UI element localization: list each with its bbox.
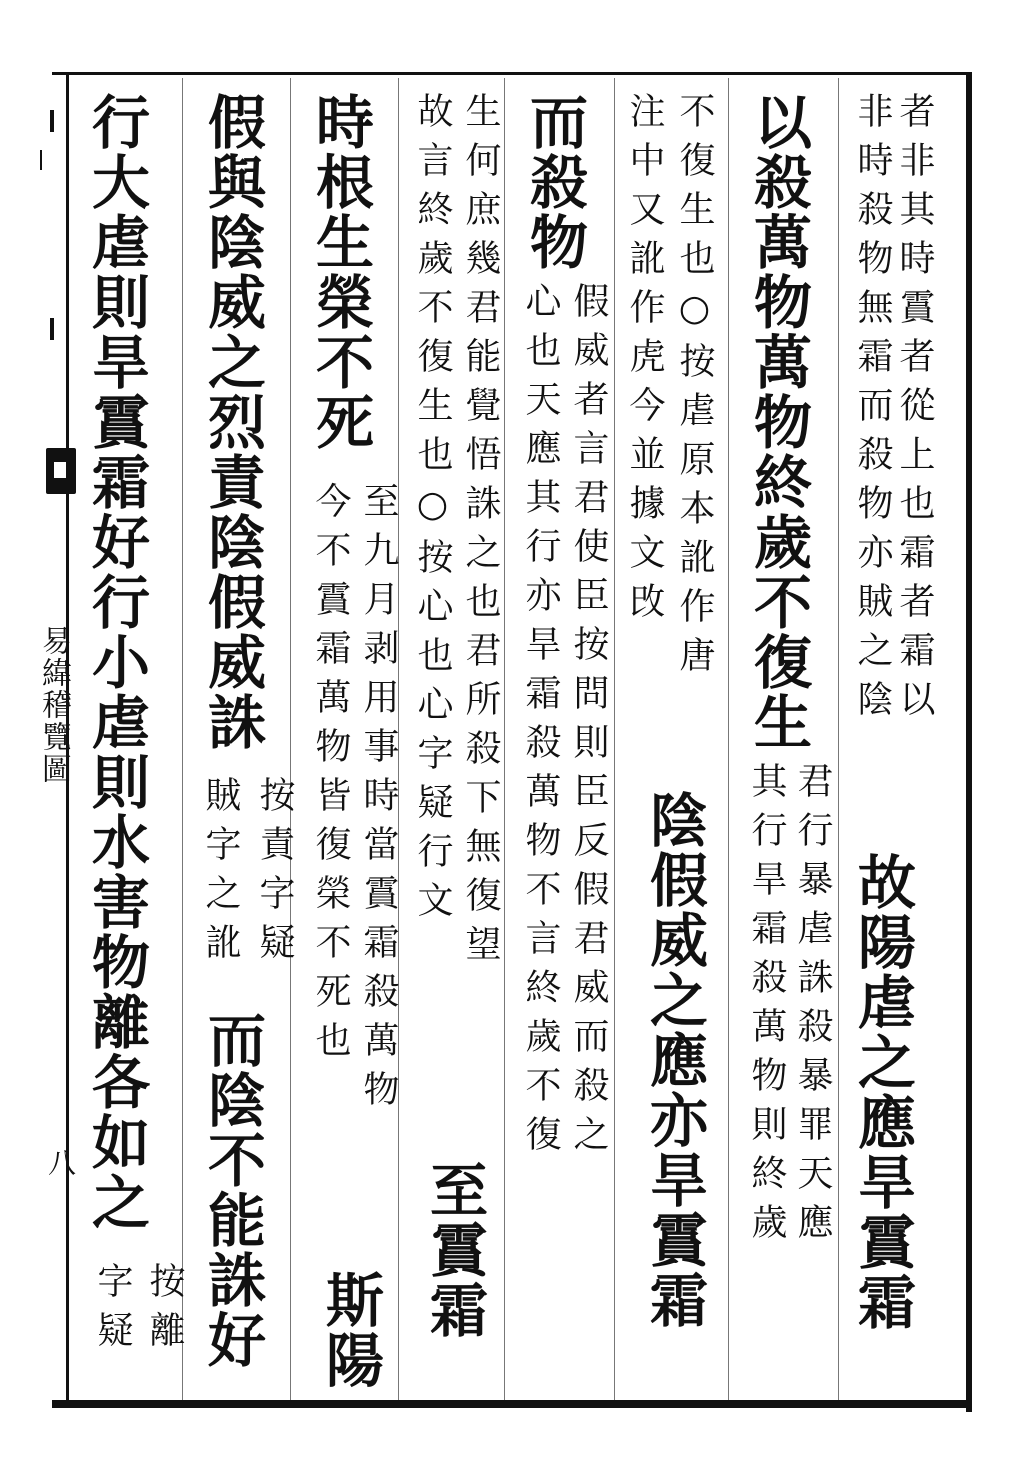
commentary-line: 故言終歲不復生也○按心也心字疑行文 (412, 92, 453, 930)
page-number: 八 (44, 1148, 77, 1176)
commentary-line: 非時殺物無霜而殺物亦賊之陰 (852, 92, 893, 729)
frame-bottom-rule (52, 1400, 972, 1408)
main-text-line: 以殺萬物萬物終歲不復生 (744, 92, 812, 752)
main-text-line: 至霣霜 (420, 1160, 488, 1340)
commentary-line: 君行暴虐誅殺暴罪天應 (792, 762, 833, 1252)
commentary-line: 不復生也○按虐原本訛作唐 (674, 92, 715, 685)
main-text-line: 行大虐則旱霣霜好行小虐則水害物離各如之 (82, 92, 150, 1232)
fold-tick (50, 318, 54, 340)
commentary-line: 者非其時霣者從上也霜者霜以 (894, 92, 935, 729)
page-fold-margin (0, 0, 77, 1470)
main-text-line: 時根生榮不死 (306, 92, 374, 452)
commentary-line: 注中又訛作虎今並據文攺 (624, 92, 665, 631)
column-separator (182, 78, 183, 1400)
main-text-line: 斯陽 (316, 1270, 384, 1390)
column-separator (838, 78, 839, 1400)
commentary-line: 按責字疑 (254, 776, 295, 972)
commentary-line: 假威者言君使臣按問則臣反假君威而殺之 (568, 282, 609, 1164)
commentary-line: 按離 (144, 1262, 185, 1360)
main-text-line: 而陰不能誅好 (198, 1010, 266, 1370)
commentary-line: 字疑 (92, 1262, 133, 1360)
commentary-line: 今不霣霜萬物皆復榮不死也 (310, 482, 351, 1070)
main-text-line: 故陽虐之應旱霣霜 (848, 852, 916, 1332)
main-text-line: 陰假威之應亦旱霣霜 (640, 790, 708, 1330)
commentary-line: 其行旱霜殺萬物則終歲 (746, 762, 787, 1252)
main-text-line: 而殺物 (520, 92, 588, 272)
commentary-line: 賊字之訛 (200, 776, 241, 972)
book-title: 易緯稽覽圖 (36, 625, 71, 785)
column-separator (614, 78, 615, 1400)
commentary-line: 心也天應其行亦旱霜殺萬物不言終歲不復 (520, 282, 561, 1164)
commentary-line: 生何庶幾君能覺悟誅之也君所殺下無復望 (460, 92, 501, 974)
fold-tick (50, 110, 54, 132)
fold-tick (40, 150, 42, 170)
column-separator (290, 78, 291, 1400)
column-separator (728, 78, 729, 1400)
commentary-line: 至九月剥用事時當霣霜殺萬物 (358, 482, 399, 1119)
main-text-line: 假與陰威之烈責陰假威誅 (198, 92, 266, 752)
frame-right-rule (966, 72, 972, 1412)
